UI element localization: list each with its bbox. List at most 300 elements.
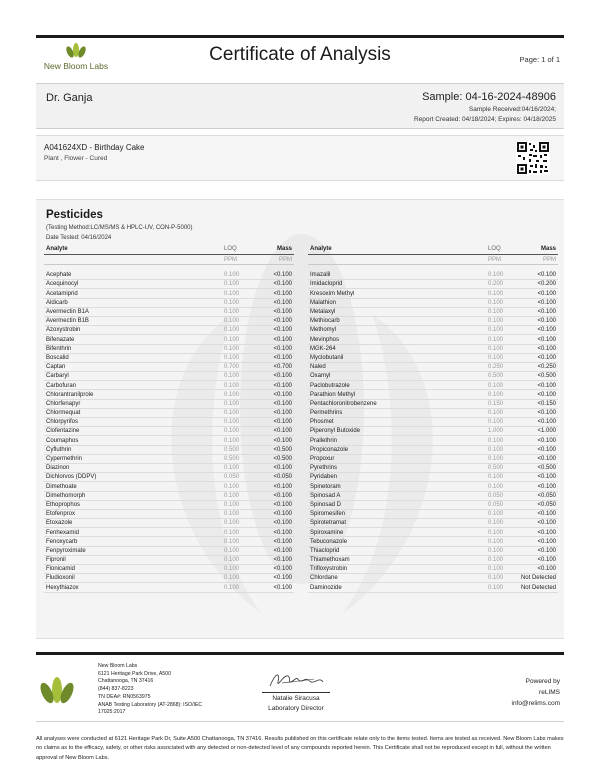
analyte-cell: Fenhexamid — [46, 529, 80, 536]
loq-cell: 0.100 — [224, 511, 240, 518]
loq-cell: 0.100 — [488, 327, 504, 334]
loq-cell: 0.100 — [224, 547, 240, 554]
new-bloom-logo-icon — [65, 42, 87, 60]
loq-cell: 0.200 — [488, 281, 504, 288]
table-units — [308, 255, 558, 265]
table-row — [44, 427, 294, 436]
section-title: Pesticides — [46, 209, 103, 221]
analyte-cell: Flonicamid — [46, 566, 76, 573]
analyte-cell: Spirotetramat — [310, 520, 347, 527]
loq-cell: 0.100 — [224, 309, 240, 316]
mass-cell: <0.100 — [273, 272, 292, 279]
analyte-cell: Fenoxycarb — [46, 538, 78, 545]
mass-cell: <0.100 — [273, 410, 292, 417]
mass-cell: <0.200 — [537, 281, 556, 288]
analyte-cell: Carbofuran — [46, 382, 77, 389]
lims-name: reLIMS — [539, 689, 560, 696]
mass-cell: <0.500 — [537, 465, 556, 472]
pesticides-table-right — [308, 245, 558, 593]
col-analyte: Analyte — [46, 246, 68, 252]
mass-cell: <0.100 — [273, 354, 292, 361]
table-row — [308, 372, 558, 381]
mass-cell: <0.100 — [537, 446, 556, 453]
loq-cell: 0.250 — [488, 364, 504, 371]
table-row — [308, 354, 558, 363]
analyte-cell: Azoxystrobin — [46, 327, 81, 334]
table-row — [308, 289, 558, 298]
powered-by — [512, 676, 561, 709]
analyte-cell: Imidacloprid — [310, 281, 343, 288]
mass-cell: <0.100 — [273, 547, 292, 554]
table-row — [308, 299, 558, 308]
mass-cell: <0.250 — [537, 364, 556, 371]
analyte-cell: Dimethomorph — [46, 492, 86, 499]
loq-cell: 0.100 — [224, 529, 240, 536]
signer-title: Laboratory Director — [268, 705, 324, 712]
table-row — [44, 390, 294, 399]
mass-cell: <0.100 — [273, 382, 292, 389]
loq-cell: 0.100 — [488, 419, 504, 426]
analyte-cell: Thiacloprid — [310, 547, 340, 554]
analyte-cell: Fipronil — [46, 557, 66, 564]
analyte-cell: Daminozide — [310, 584, 342, 591]
mass-cell: <1.000 — [537, 428, 556, 435]
table-row — [308, 345, 558, 354]
analyte-cell: Tebuconazole — [310, 538, 348, 545]
loq-cell: 0.100 — [224, 400, 240, 407]
analyte-cell: Fludioxonil — [46, 575, 75, 582]
loq-cell: 0.100 — [224, 465, 240, 472]
mass-cell: <0.100 — [273, 465, 292, 472]
loq-cell: 0.700 — [224, 364, 240, 371]
mass-cell: <0.100 — [273, 538, 292, 545]
loq-cell: 0.100 — [224, 299, 240, 306]
mass-cell: <0.100 — [537, 538, 556, 545]
mass-cell: <0.100 — [273, 299, 292, 306]
analyte-cell: Captan — [46, 364, 66, 371]
loq-cell: 0.050 — [224, 474, 240, 481]
table-row — [308, 519, 558, 528]
loq-cell: 0.100 — [224, 557, 240, 564]
mass-cell: <0.100 — [537, 520, 556, 527]
analyte-cell: Acephate — [46, 272, 72, 279]
loq-cell: 0.100 — [224, 437, 240, 444]
header-rule — [36, 35, 564, 38]
analyte-cell: Hexythiazox — [46, 584, 79, 591]
loq-cell: 0.100 — [488, 318, 504, 325]
analyte-cell: Etoxazole — [46, 520, 73, 527]
mass-cell: <0.100 — [537, 410, 556, 417]
mass-cell: <0.100 — [273, 373, 292, 380]
table-row — [308, 492, 558, 501]
table-row — [44, 400, 294, 409]
brand-logo — [36, 42, 116, 76]
loq-cell: 0.500 — [224, 446, 240, 453]
mass-cell: <0.100 — [273, 391, 292, 398]
loq-cell: 0.100 — [488, 437, 504, 444]
loq-cell: 0.100 — [224, 318, 240, 325]
table-row — [308, 565, 558, 574]
loq-cell: 0.100 — [224, 419, 240, 426]
mass-cell: <0.100 — [273, 345, 292, 352]
mass-cell: <0.100 — [273, 566, 292, 573]
analyte-cell: Dichlorvos (DDPV) — [46, 474, 97, 481]
analyte-cell: Avermectin B1B — [46, 318, 89, 325]
analyte-cell: Thiamethoxam — [310, 557, 350, 564]
analyte-cell: Myclobutanil — [310, 354, 344, 361]
mass-cell: <0.100 — [273, 309, 292, 316]
mass-cell: <0.100 — [537, 382, 556, 389]
analyte-cell: Spiromesifen — [310, 511, 346, 518]
table-row — [308, 455, 558, 464]
analyte-cell: Pyrethrins — [310, 465, 338, 472]
new-bloom-logo-icon — [40, 676, 74, 706]
table-row — [44, 482, 294, 491]
loq-cell: 0.050 — [488, 492, 504, 499]
client-band — [36, 83, 564, 129]
analyte-cell: Chlormequat — [46, 410, 81, 417]
analyte-cell: Spinosad D — [310, 501, 342, 508]
signature-line — [262, 692, 330, 693]
loq-cell: 0.100 — [224, 410, 240, 417]
table-row — [44, 537, 294, 546]
analyte-cell: Methomyl — [310, 327, 337, 334]
analyte-cell: Chlorfenapyr — [46, 400, 81, 407]
mass-cell: <0.100 — [537, 290, 556, 297]
table-row — [308, 528, 558, 537]
disclaimer-text: All analyses were conducted at 6121 Heritage Park Dr, Suite A500 Chattanooga, TN 37416. Results published on this certificate relate only to the items tested. Items are tested as received. New Bloom Labs makes no claims as to the efficacy, safety, or other risks associated with any detected or non-detected level of any compounds reported herein. This Certificate shall not be reproduced except in full, without the written approval of New Bloom Labs. — [36, 736, 564, 761]
loq-cell: 0.100 — [488, 566, 504, 573]
table-row — [44, 363, 294, 372]
product-type: Plant , Flower - Cured — [44, 155, 108, 162]
lab-line: Chattanooga, TN 37416 — [98, 678, 154, 685]
col-mass: Mass — [276, 246, 292, 252]
lab-line: 17025:2017 — [98, 709, 126, 716]
mass-cell: <0.100 — [537, 354, 556, 361]
mass-cell: <0.100 — [273, 520, 292, 527]
table-row — [44, 354, 294, 363]
table-row — [44, 317, 294, 326]
table-row — [308, 271, 558, 280]
table-header — [308, 245, 558, 255]
mass-cell: <0.100 — [537, 391, 556, 398]
table-row — [44, 501, 294, 510]
loq-cell: 0.100 — [488, 520, 504, 527]
table-row — [44, 473, 294, 482]
unit-mass: PPM — [542, 257, 556, 263]
lab-line: ANAB Testing Laboratory (AT-2868): ISO/IEC — [98, 701, 203, 708]
table-row — [44, 289, 294, 298]
table-row — [44, 583, 294, 592]
loq-cell: 0.100 — [488, 309, 504, 316]
table-row — [308, 427, 558, 436]
loq-cell: 0.050 — [488, 501, 504, 508]
mass-cell: <0.100 — [273, 281, 292, 288]
sample-id: Sample: 04-16-2024-48906 — [422, 91, 556, 103]
lab-line: 6121 Heritage Park Drive, A500 — [98, 670, 171, 677]
mass-cell: Not Detected — [520, 584, 556, 591]
analyte-cell: Cyfluthrin — [46, 446, 72, 453]
analyte-cell: Avermectin B1A — [46, 309, 89, 316]
mass-cell: <0.100 — [537, 557, 556, 564]
analyte-cell: Acequinocyl — [46, 281, 79, 288]
loq-cell: 0.100 — [488, 483, 504, 490]
loq-cell: 0.100 — [224, 336, 240, 343]
analyte-cell: Pyridaben — [310, 474, 338, 481]
analyte-cell: Parathion Methyl — [310, 391, 356, 398]
product-name: A041624XD - Birthday Cake — [44, 143, 145, 152]
loq-cell: 0.100 — [488, 299, 504, 306]
mass-cell: <0.100 — [273, 327, 292, 334]
mass-cell: <0.500 — [273, 446, 292, 453]
table-row — [308, 583, 558, 592]
analyte-cell: Piperonyl Butoxide — [310, 428, 361, 435]
contact-email[interactable]: info@relims.com — [511, 700, 560, 707]
analyte-cell: Phosmet — [310, 419, 334, 426]
mass-cell: <0.100 — [537, 299, 556, 306]
col-loq: LOQ — [224, 246, 237, 252]
loq-cell: 0.100 — [224, 272, 240, 279]
loq-cell: 0.100 — [224, 373, 240, 380]
table-row — [308, 400, 558, 409]
table-row — [308, 326, 558, 335]
loq-cell: 0.100 — [224, 584, 240, 591]
mass-cell: <0.100 — [537, 309, 556, 316]
mass-cell: <0.100 — [537, 419, 556, 426]
table-row — [44, 308, 294, 317]
analyte-cell: Propoxur — [310, 456, 335, 463]
table-row — [308, 335, 558, 344]
mass-cell: <0.100 — [273, 584, 292, 591]
loq-cell: 0.100 — [488, 538, 504, 545]
mass-cell: <0.100 — [537, 483, 556, 490]
table-row — [44, 492, 294, 501]
analyte-cell: Prallethrin — [310, 437, 338, 444]
brand-name: New Bloom Labs — [43, 61, 109, 71]
report-dates: Report Created: 04/18/2024; Expires: 04/18/2025 — [413, 116, 556, 123]
analyte-cell: Spiroxamine — [310, 529, 344, 536]
table-row — [44, 436, 294, 445]
analyte-cell: Bifenazate — [46, 336, 75, 343]
analyte-cell: Mevinphos — [310, 336, 340, 343]
table-row — [308, 473, 558, 482]
loq-cell: 0.100 — [488, 529, 504, 536]
mass-cell: <0.100 — [273, 419, 292, 426]
table-row — [308, 363, 558, 372]
analyte-cell: Imazalil — [310, 272, 331, 279]
table-row — [308, 556, 558, 565]
analyte-cell: Ethoprophos — [46, 501, 81, 508]
footer-divider — [36, 721, 564, 722]
analyte-cell: Carbaryl — [46, 373, 69, 380]
analyte-cell: Boscalid — [46, 354, 69, 361]
table-row — [308, 446, 558, 455]
mass-cell: <0.150 — [537, 400, 556, 407]
mass-cell: <0.100 — [537, 474, 556, 481]
mass-cell: <0.100 — [273, 492, 292, 499]
analyte-cell: Fenpyroximate — [46, 547, 86, 554]
loq-cell: 0.100 — [488, 446, 504, 453]
table-row — [44, 381, 294, 390]
table-row — [44, 510, 294, 519]
table-row — [44, 556, 294, 565]
mass-cell: <0.100 — [537, 336, 556, 343]
mass-cell: <0.100 — [537, 437, 556, 444]
table-row — [44, 335, 294, 344]
mass-cell: <0.100 — [537, 547, 556, 554]
lab-line: New Bloom Labs — [98, 663, 138, 669]
loq-cell: 0.100 — [224, 290, 240, 297]
table-row — [308, 537, 558, 546]
table-row — [308, 390, 558, 399]
loq-cell: 0.100 — [224, 428, 240, 435]
powered-by-label: Powered by — [525, 678, 560, 685]
loq-cell: 0.100 — [488, 354, 504, 361]
table-row — [44, 574, 294, 583]
analyte-cell: Chlorpyrifos — [46, 419, 79, 426]
analyte-cell: Malathion — [310, 299, 337, 306]
sample-received: Sample Received:04/16/2024; — [468, 106, 556, 113]
loq-cell: 0.500 — [488, 465, 504, 472]
analyte-cell: Cypermethrin — [46, 456, 83, 463]
loq-cell: 0.100 — [488, 584, 504, 591]
loq-cell: 0.100 — [224, 575, 240, 582]
analyte-cell: Dimethoate — [46, 483, 77, 490]
analyte-cell: Bifenthrin — [46, 345, 72, 352]
table-row — [44, 271, 294, 280]
loq-cell: 0.100 — [488, 345, 504, 352]
loq-cell: 1.000 — [488, 428, 504, 435]
analyte-cell: Trifloxystrobin — [310, 566, 348, 573]
table-units — [44, 255, 294, 265]
table-row — [44, 519, 294, 528]
table-row — [44, 464, 294, 473]
table-row — [308, 482, 558, 491]
loq-cell: 0.100 — [224, 566, 240, 573]
analyte-cell: Paclobutrazole — [310, 382, 350, 389]
analyte-cell: Pentachloronitrobenzene — [310, 400, 377, 407]
unit-loq: PPM — [224, 257, 238, 263]
mass-cell: <0.100 — [273, 428, 292, 435]
analyte-cell: Coumaphos — [46, 437, 79, 444]
loq-cell: 0.100 — [488, 336, 504, 343]
mass-cell: <0.100 — [537, 529, 556, 536]
analyte-cell: Permethrins — [310, 410, 343, 417]
table-row — [308, 409, 558, 418]
table-body-left — [44, 271, 294, 593]
mass-cell: <0.100 — [537, 345, 556, 352]
loq-cell: 0.500 — [488, 373, 504, 380]
loq-cell: 0.100 — [488, 382, 504, 389]
loq-cell: 0.100 — [224, 281, 240, 288]
signature-image — [266, 668, 326, 692]
analyte-cell: Chlordane — [310, 575, 338, 582]
loq-cell: 0.100 — [488, 391, 504, 398]
loq-cell: 0.500 — [224, 456, 240, 463]
mass-cell: <0.100 — [273, 483, 292, 490]
table-body-right — [308, 271, 558, 593]
analyte-cell: Kresoxim Methyl — [310, 290, 355, 297]
loq-cell: 0.100 — [224, 391, 240, 398]
footer-rule — [36, 652, 564, 655]
mass-cell: <0.500 — [537, 373, 556, 380]
loq-cell: 0.100 — [224, 538, 240, 545]
loq-cell: 0.100 — [488, 557, 504, 564]
table-row — [308, 501, 558, 510]
mass-cell: <0.100 — [537, 272, 556, 279]
loq-cell: 0.100 — [488, 575, 504, 582]
signer-name: Natalie Siracusa — [272, 695, 320, 702]
mass-cell: <0.100 — [537, 566, 556, 573]
col-mass: Mass — [540, 246, 556, 252]
mass-cell: <0.100 — [273, 575, 292, 582]
table-row — [44, 326, 294, 335]
loq-cell: 0.100 — [224, 501, 240, 508]
analyte-cell: Etofenprox — [46, 511, 76, 518]
mass-cell: <0.100 — [537, 511, 556, 518]
loq-cell: 0.100 — [488, 456, 504, 463]
col-loq: LOQ — [488, 246, 501, 252]
table-row — [308, 547, 558, 556]
mass-cell: <0.100 — [273, 557, 292, 564]
mass-cell: <0.700 — [273, 364, 292, 371]
analyte-cell: Metalaxyl — [310, 309, 336, 316]
client-name: Dr. Ganja — [46, 92, 93, 104]
table-row — [308, 464, 558, 473]
unit-loq: PPM — [488, 257, 502, 263]
analyte-cell: Chlorantranilprole — [46, 391, 94, 398]
unit-mass: PPM — [278, 257, 292, 263]
qr-code-icon[interactable] — [516, 141, 550, 175]
mass-cell: <0.050 — [537, 492, 556, 499]
table-row — [44, 455, 294, 464]
mass-cell: <0.100 — [273, 501, 292, 508]
col-analyte: Analyte — [310, 246, 332, 252]
mass-cell: <0.100 — [273, 529, 292, 536]
results-panel — [36, 199, 564, 639]
mass-cell: <0.100 — [273, 290, 292, 297]
mass-cell: <0.100 — [537, 327, 556, 334]
table-row — [44, 372, 294, 381]
analyte-cell: Spinetoram — [310, 483, 341, 490]
mass-cell: <0.050 — [537, 501, 556, 508]
lab-line: TN DEA#: RN0563975 — [98, 693, 151, 700]
mass-cell: <0.100 — [273, 318, 292, 325]
table-row — [308, 381, 558, 390]
table-row — [308, 510, 558, 519]
loq-cell: 0.100 — [488, 474, 504, 481]
table-row — [44, 345, 294, 354]
loq-cell: 0.100 — [224, 327, 240, 334]
table-row — [44, 547, 294, 556]
table-row — [44, 280, 294, 289]
analyte-cell: Clofentazine — [46, 428, 80, 435]
lab-line: (844) 837-8223 — [98, 686, 134, 693]
analyte-cell: Propiconazole — [310, 446, 349, 453]
table-row — [308, 574, 558, 583]
mass-cell: Not Detected — [520, 575, 556, 582]
table-row — [308, 280, 558, 289]
analyte-cell: Methiocarb — [310, 318, 340, 325]
analyte-cell: MGK-264 — [310, 345, 336, 352]
mass-cell: <0.500 — [273, 456, 292, 463]
mass-cell: <0.100 — [273, 336, 292, 343]
table-header — [44, 245, 294, 255]
loq-cell: 0.100 — [488, 547, 504, 554]
mass-cell: <0.100 — [273, 400, 292, 407]
mass-cell: <0.100 — [537, 318, 556, 325]
mass-cell: <0.100 — [537, 456, 556, 463]
